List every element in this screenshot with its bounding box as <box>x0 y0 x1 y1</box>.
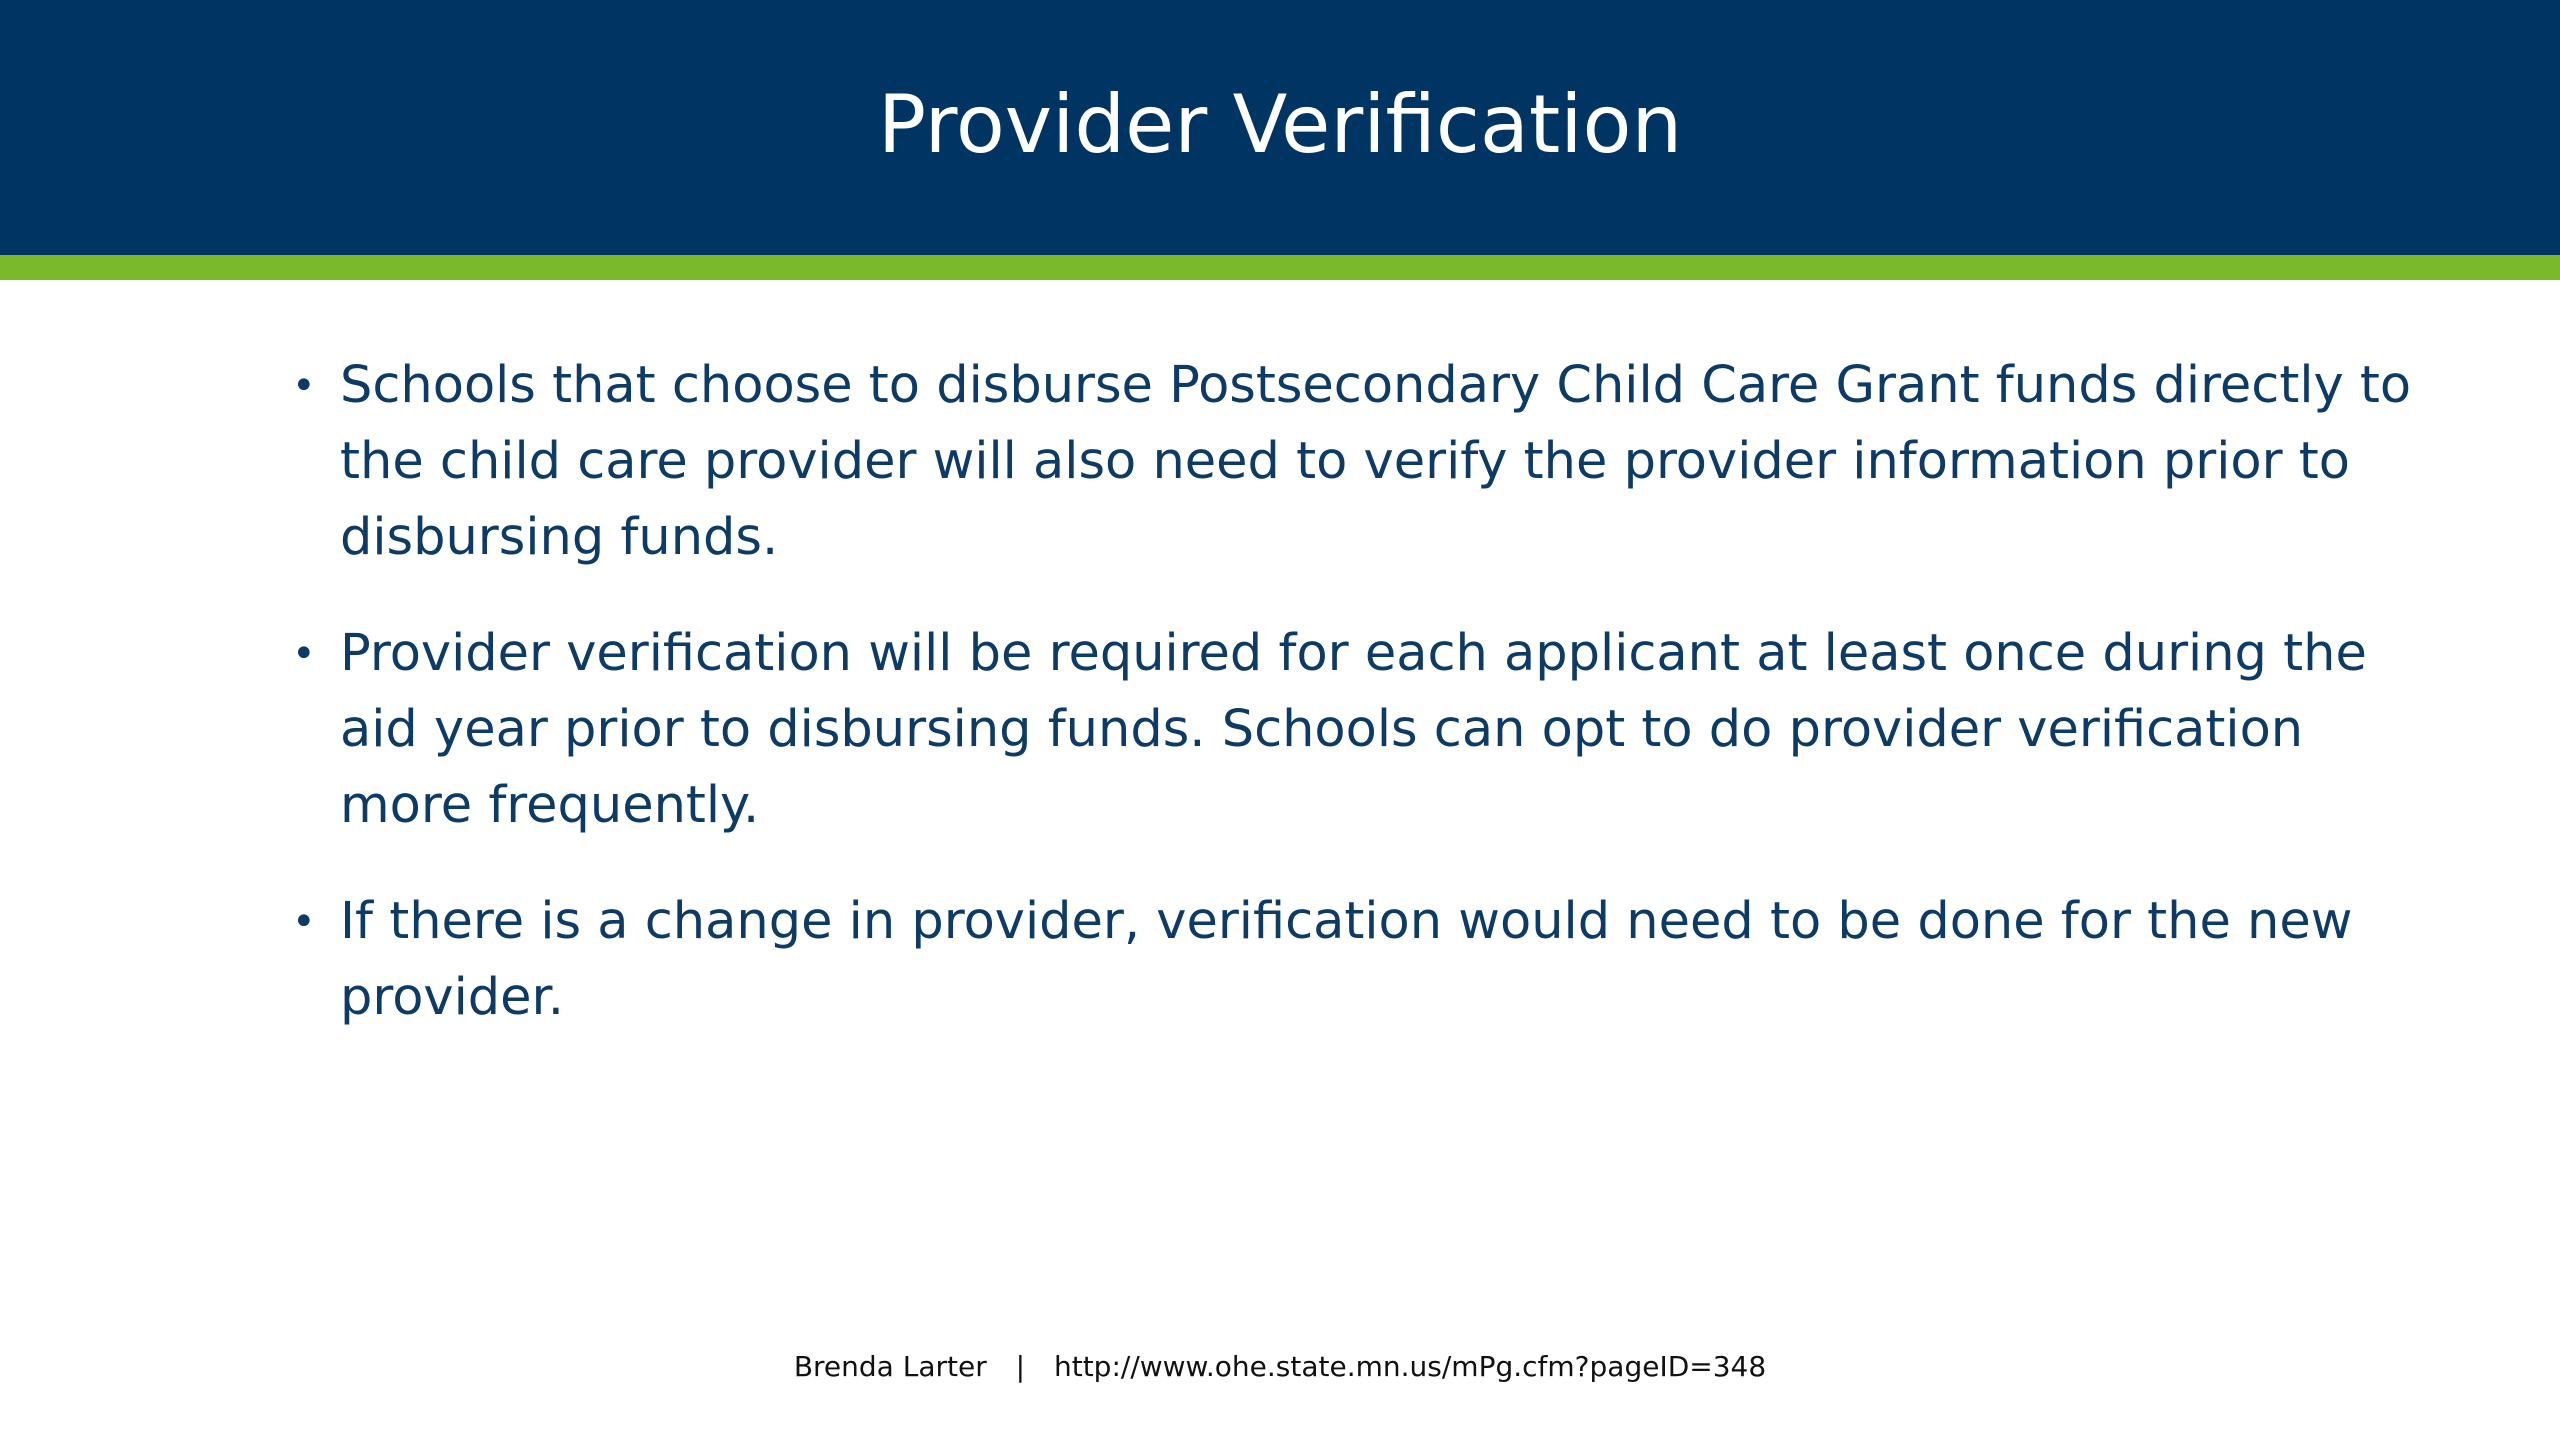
bullet-item <box>290 616 2450 844</box>
bullet-dot-icon: • <box>292 363 316 409</box>
footer-url: http://www.ohe.state.mn.us/mPg.cfm?pageID=348 <box>1053 1350 1767 1383</box>
bullet-dot-icon: • <box>292 899 316 945</box>
footer-author: Brenda Larter <box>793 1350 987 1383</box>
slide-footer <box>0 1350 2560 1383</box>
footer-separator: | <box>1015 1350 1026 1383</box>
bullet-list <box>290 348 2450 1076</box>
bullet-item <box>290 884 2450 1036</box>
bullet-text: Schools that choose to disburse Postsecondary Child Care Grant funds directly to the child care provider will also need to verify the provider information prior to disbursing funds. <box>340 356 2412 567</box>
bullet-item <box>290 348 2450 576</box>
bullet-dot-icon: • <box>292 631 316 677</box>
accent-bar <box>0 255 2560 280</box>
slide-title: Provider Verification <box>877 78 1683 171</box>
bullet-text: Provider verification will be required for each applicant at least once during the aid year prior to disbursing funds. Schools can opt to do provider verification more frequently. <box>340 624 2367 835</box>
bullet-text: If there is a change in provider, verification would need to be done for the new provider. <box>340 892 2353 1027</box>
